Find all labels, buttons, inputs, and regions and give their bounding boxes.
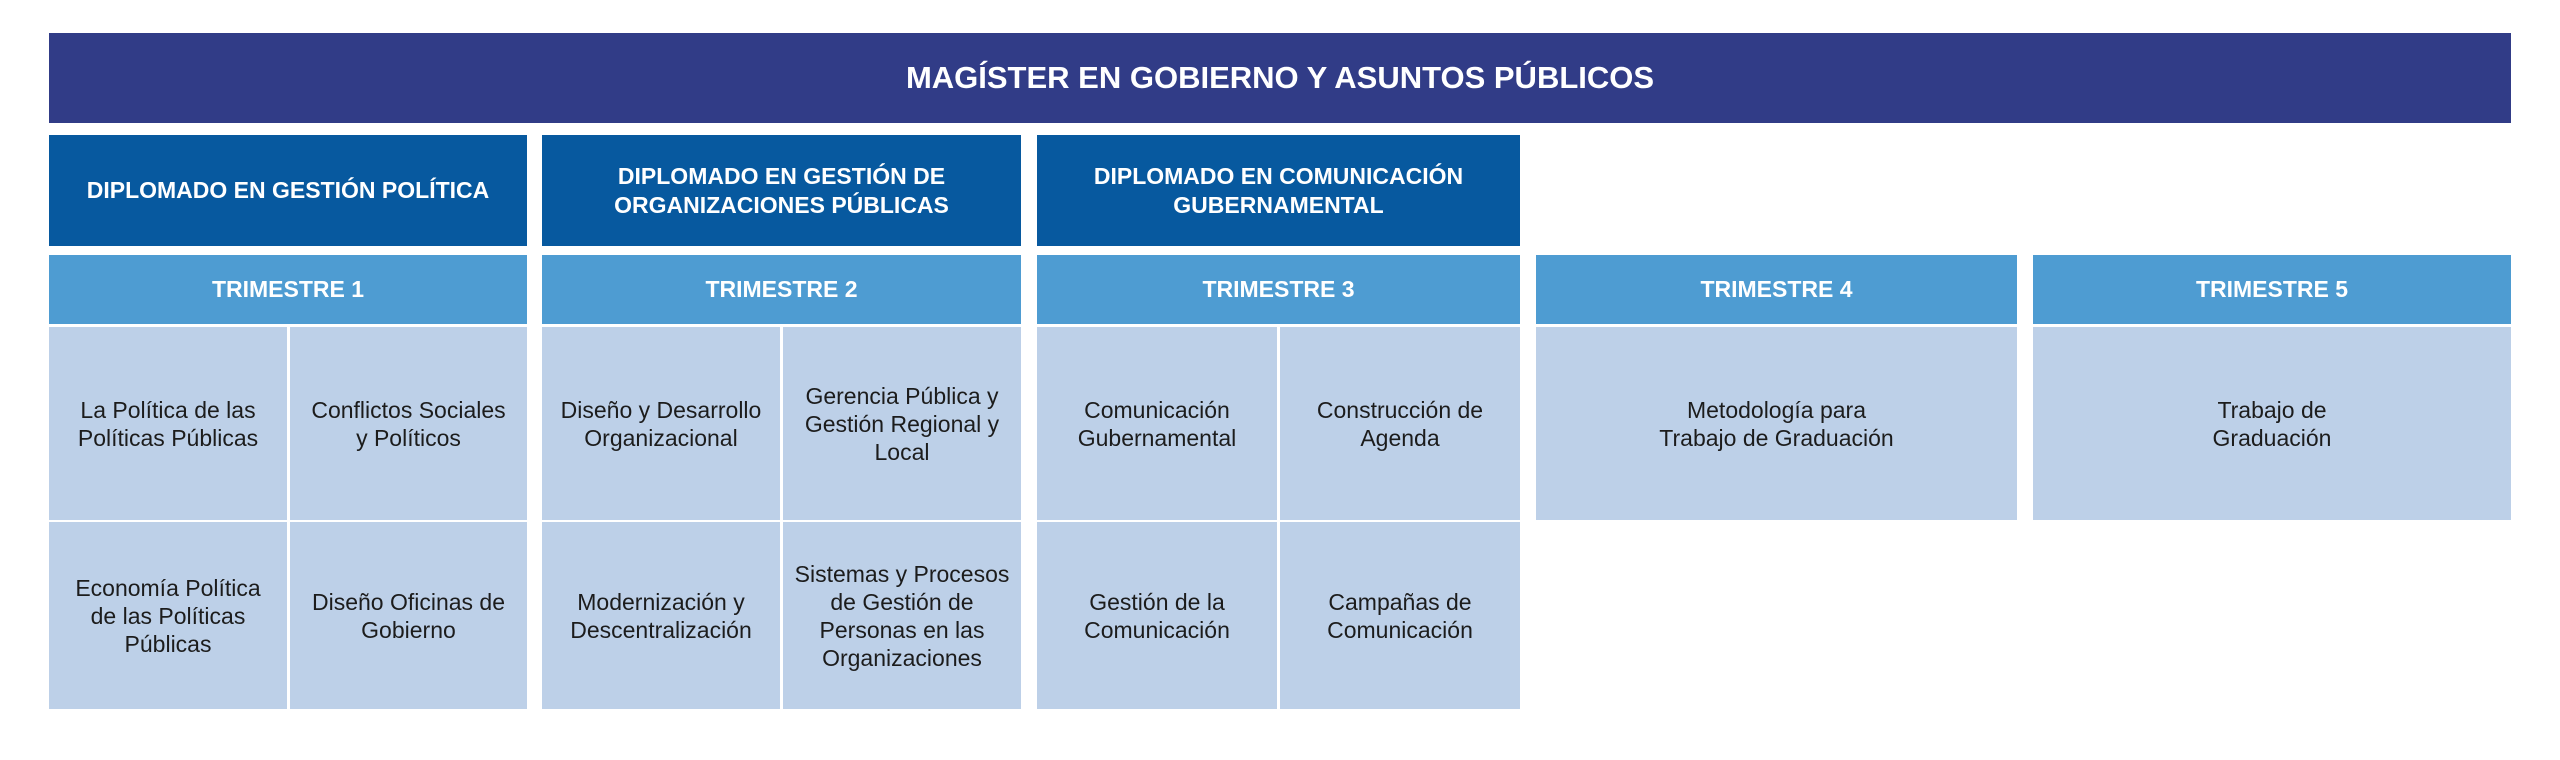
course-cell: Comunicación Gubernamental	[1037, 327, 1277, 520]
course-cell: Modernización y Descentralización	[542, 522, 780, 709]
trimester-4-header: TRIMESTRE 4	[1536, 255, 2017, 324]
trimester-5-header: TRIMESTRE 5	[2033, 255, 2511, 324]
course-cell: Diseño y Desarrollo Organizacional	[542, 327, 780, 520]
course-cell: Gerencia Pública y Gestión Regional y Local	[783, 327, 1021, 520]
course-cell: Campañas de Comunicación	[1280, 522, 1520, 709]
course-cell: Trabajo de Graduación	[2033, 327, 2511, 520]
diploma-gestion-organizaciones-publicas: DIPLOMADO EN GESTIÓN DE ORGANIZACIONES PÚBLICAS	[542, 135, 1021, 246]
trimester-1-header: TRIMESTRE 1	[49, 255, 527, 324]
course-cell: Conflictos Sociales y Políticos	[290, 327, 527, 520]
course-cell: Sistemas y Procesos de Gestión de Personas en las Organizaciones	[783, 522, 1021, 709]
course-cell: Metodología para Trabajo de Graduación	[1536, 327, 2017, 520]
course-cell: Gestión de la Comunicación	[1037, 522, 1277, 709]
program-title: MAGÍSTER EN GOBIERNO Y ASUNTOS PÚBLICOS	[49, 33, 2511, 123]
trimester-2-header: TRIMESTRE 2	[542, 255, 1021, 324]
course-cell: La Política de las Políticas Públicas	[49, 327, 287, 520]
course-cell: Construcción de Agenda	[1280, 327, 1520, 520]
course-cell: Economía Política de las Políticas Públicas	[49, 522, 287, 709]
course-cell: Diseño Oficinas de Gobierno	[290, 522, 527, 709]
diploma-gestion-politica: DIPLOMADO EN GESTIÓN POLÍTICA	[49, 135, 527, 246]
trimester-3-header: TRIMESTRE 3	[1037, 255, 1520, 324]
diploma-comunicacion-gubernamental: DIPLOMADO EN COMUNICACIÓN GUBERNAMENTAL	[1037, 135, 1520, 246]
